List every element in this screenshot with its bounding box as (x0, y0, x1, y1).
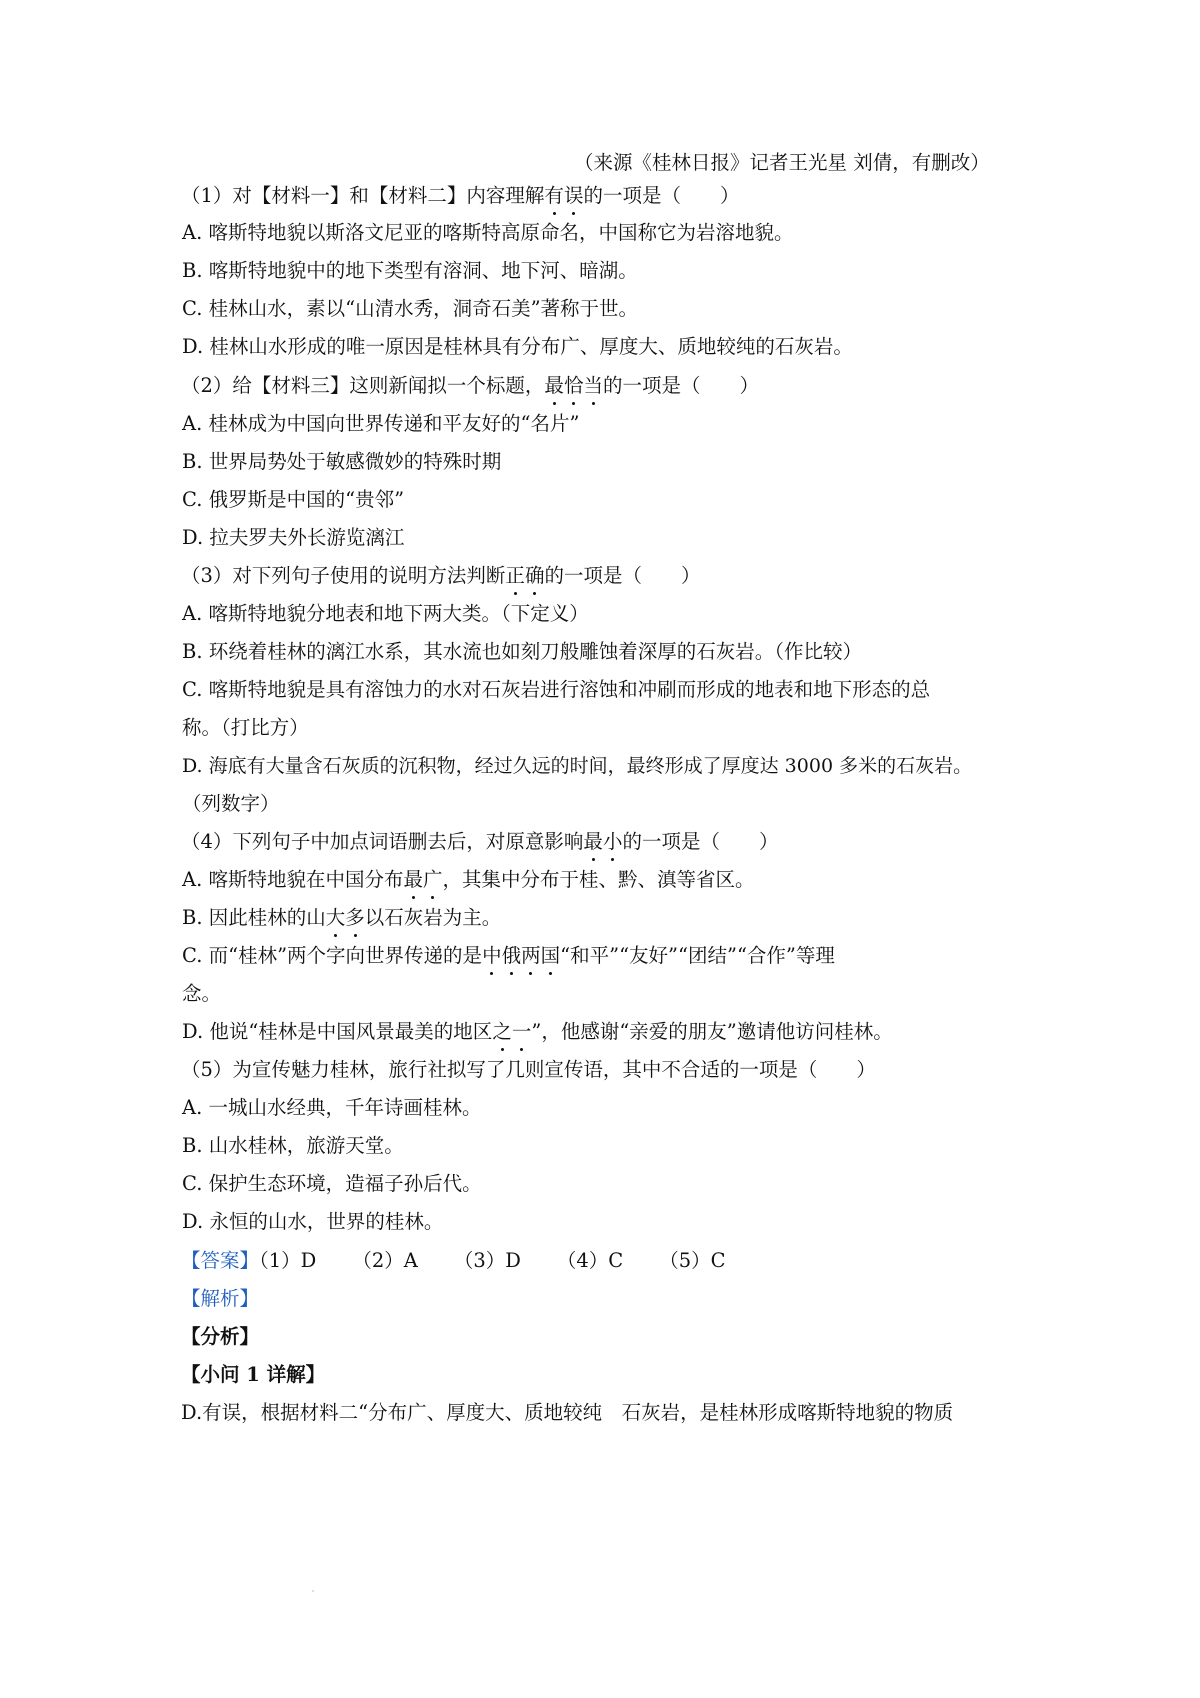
q5-option-d: D. 永恒的山水，世界的桂林。 (182, 1210, 444, 1233)
answer-line (181, 1249, 726, 1273)
emphasis-char: 两 (521, 944, 541, 967)
emphasis-char: 确 (524, 564, 545, 587)
q4-dotted-word (583, 830, 622, 853)
q1-stem-end: 的一项是（ ） (583, 184, 740, 207)
q2-option-d: D. 拉夫罗夫外长游览漓江 (182, 526, 405, 549)
q5-option-b: B. 山水桂林，旅游天堂。 (182, 1134, 404, 1157)
emphasis-char: 最 (583, 830, 603, 853)
emphasis-char: 当 (583, 374, 603, 397)
question-2-stem (181, 374, 759, 398)
q2-option-c: C. 俄罗斯是中国的“贵邻” (182, 488, 405, 511)
question-1-stem (181, 184, 739, 208)
q1-option-c: C. 桂林山水，素以“山清水秀，洞奇石美”著称于世。 (182, 297, 639, 320)
emphasis-char: 正 (505, 564, 525, 587)
q4-d-text-end: ”，他感谢“亲爱的朋友”邀请他访问桂林。 (531, 1020, 893, 1043)
source-citation: （来源《桂林日报》记者王光星 刘倩，有删改） (574, 151, 990, 174)
page-speck (312, 1590, 314, 1592)
emphasis-char: 多 (345, 906, 365, 929)
q3-stem-text: （3）对下列句子使用的说明方法判断 (181, 564, 506, 587)
emphasis-char: 广 (423, 868, 443, 891)
q3-dotted-word (505, 564, 544, 587)
answer-1: （1）D (259, 1249, 317, 1272)
emphasis-char: 俄 (501, 944, 522, 967)
q3-option-b: B. 环绕着桂林的漓江水系，其水流也如刻刀般雕蚀着深厚的石灰岩。（作比较） (182, 640, 862, 663)
q4-option-c-line2: 念。 (182, 982, 222, 1005)
question-5-stem: （5）为宣传魅力桂林，旅行社拟写了几则宣传语，其中不合适的一项是（ ） (181, 1058, 876, 1081)
q3-option-d-line1: D. 海底有大量含石灰质的沉积物，经过久远的时间，最终形成了厚度达 3000 多米的石灰岩。 (182, 755, 973, 777)
q4-option-c (182, 944, 835, 968)
q3-option-a: A. 喀斯特地貌分地表和地下两大类。（下定义） (182, 602, 589, 625)
q4-c-dotted-word (482, 944, 560, 967)
emphasis-char: 有 (544, 184, 564, 207)
q2-stem-text: （2）给【材料三】这则新闻拟一个标题， (181, 374, 545, 397)
q4-option-a (182, 868, 755, 892)
q1-option-a: A. 喀斯特地貌以斯洛文尼亚的喀斯特高原命名，中国称它为岩溶地貌。 (182, 221, 794, 244)
detail-text: D.有误，根据材料二“分布广、厚度大、质地较纯 石灰岩，是桂林形成喀斯特地貌的物质 (181, 1401, 954, 1424)
answer-3: （3）D (453, 1249, 521, 1272)
q1-stem-text: （1）对【材料一】和【材料二】内容理解 (181, 184, 545, 207)
emphasis-char: 最 (544, 374, 564, 397)
answer-2: （2）A (352, 1249, 418, 1272)
q4-a-text-end: ，其集中分布于桂、黔、滇等省区。 (442, 868, 755, 891)
q4-d-text: D. 他说“桂林是中国风景最美的地区 (182, 1020, 493, 1043)
q4-c-text: C. 而“桂林”两个字向世界传递的是 (182, 944, 483, 967)
question-3-stem (181, 564, 700, 588)
q3-option-c-line2: 称。（打比方） (182, 716, 309, 739)
q4-c-text-end: “和平”“友好”“团结”“合作”等理 (560, 944, 835, 967)
q1-option-d: D. 桂林山水形成的唯一原因是桂林具有分布广、厚度大、质地较纯的石灰岩。 (182, 335, 853, 358)
q4-b-text-end: 以石灰岩为主。 (364, 906, 502, 929)
q4-option-d (182, 1020, 893, 1044)
q4-b-text: B. 因此桂林的山 (182, 906, 326, 929)
q4-stem-text: （4）下列句子中加点词语删去后，对原意影响 (181, 830, 584, 853)
q2-dotted-word (544, 374, 603, 397)
emphasis-char: 大 (325, 906, 346, 929)
answer-5: （5）C (659, 1249, 726, 1272)
answer-4: （4）C (556, 1249, 624, 1272)
q1-option-b: B. 喀斯特地貌中的地下类型有溶洞、地下河、暗湖。 (182, 259, 638, 282)
emphasis-char: 中 (482, 944, 502, 967)
emphasis-char: 一 (511, 1020, 532, 1043)
detail-label: 【小问 1 详解】 (181, 1363, 326, 1386)
q5-option-a: A. 一城山水经典，千年诗画桂林。 (182, 1096, 482, 1119)
emphasis-char: 最 (403, 868, 423, 891)
answer-label: 【答案】 (181, 1249, 260, 1272)
q4-d-dotted-word (492, 1020, 531, 1043)
emphasis-char: 国 (540, 944, 561, 967)
q4-a-text: A. 喀斯特地貌在中国分布 (182, 868, 404, 891)
q2-stem-end: 的一项是（ ） (602, 374, 759, 397)
q4-stem-end: 的一项是（ ） (622, 830, 779, 853)
q3-option-c-line1: C. 喀斯特地貌是具有溶蚀力的水对石灰岩进行溶蚀和冲刷而形成的地表和地下形态的总 (182, 678, 931, 701)
fenxi-label: 【分析】 (181, 1325, 260, 1348)
emphasis-char: 恰 (563, 374, 584, 397)
q1-dotted-word (544, 184, 583, 207)
q4-b-dotted-word (326, 906, 365, 929)
emphasis-char: 误 (563, 184, 584, 207)
q2-option-b: B. 世界局势处于敏感微妙的特殊时期 (182, 450, 502, 473)
q3-option-d-line2: （列数字） (182, 792, 280, 815)
q4-a-dotted-word (403, 868, 442, 891)
question-4-stem (181, 830, 778, 854)
analysis-label: 【解析】 (181, 1287, 260, 1310)
q4-option-b (182, 906, 501, 930)
q5-option-c: C. 保护生态环境，造福子孙后代。 (182, 1172, 482, 1195)
emphasis-char: 小 (602, 830, 623, 853)
q3-stem-end: 的一项是（ ） (544, 564, 701, 587)
q2-option-a: A. 桂林成为中国向世界传递和平友好的“名片” (182, 412, 580, 435)
emphasis-char: 之 (492, 1020, 512, 1043)
